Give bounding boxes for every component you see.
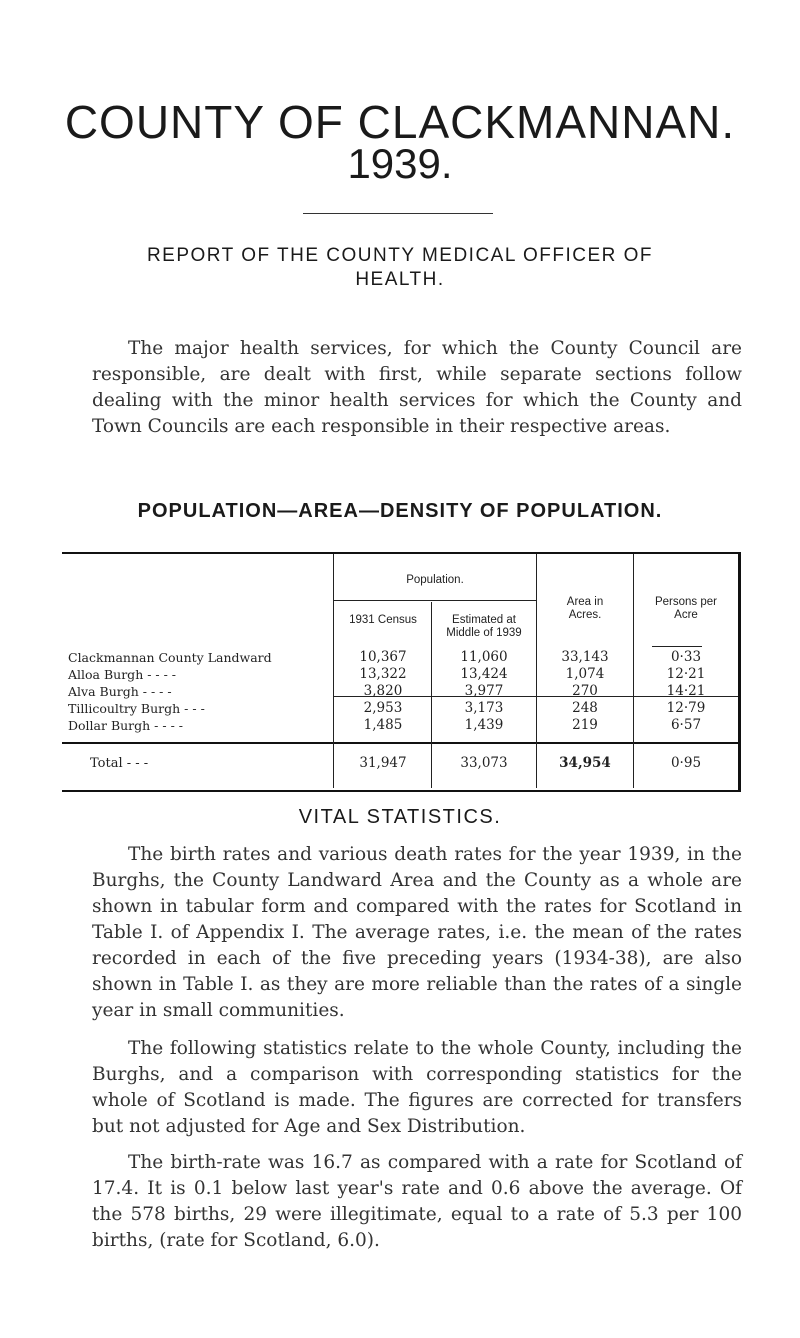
row-density: 6·57 <box>670 717 702 733</box>
header-estimated-line1: Estimated at <box>452 614 516 626</box>
row-estimated: 3,977 <box>464 683 504 699</box>
total-area: 34,954 <box>559 755 611 771</box>
row-estimated: 3,173 <box>464 700 504 716</box>
vital-statistics-heading: VITAL STATISTICS. <box>298 806 502 828</box>
row-name: Tillicoultry Burgh - - - <box>68 701 205 716</box>
row-density: 12·21 <box>666 666 706 682</box>
header-density <box>634 596 738 622</box>
row-density: 14·21 <box>666 683 706 699</box>
row-census: 2,953 <box>363 700 403 716</box>
row-name: Dollar Burgh - - - - <box>68 718 183 733</box>
title-divider <box>303 213 493 214</box>
row-census: 1,485 <box>363 717 403 733</box>
vital-paragraph-3: The birth-rate was 16.7 as compared with a rate for Scotland of 17.4. It is 0.1 below last year's rate and 0.6 above the average. Of the 578 births, 29 were illegitimate, equal to a rate of 5.3 per 100 births, (rate for Scotland, 6.0). <box>92 1152 742 1251</box>
row-census: 3,820 <box>363 683 403 699</box>
row-area: 270 <box>572 683 598 699</box>
total-estimated: 33,073 <box>460 755 508 771</box>
report-title-line2: HEALTH. <box>355 269 445 290</box>
density-rule <box>652 646 702 647</box>
report-title <box>0 244 800 292</box>
header-area <box>537 596 633 622</box>
header-estimated <box>432 614 536 640</box>
intro-paragraph: The major health services, for which the County Council are responsible, are dealt with first, while separate sections follow dealing with the minor health services for which the County and Town Councils are each responsible in their respective areas. <box>92 338 742 437</box>
population-heading: POPULATION—AREA—DENSITY OF POPULATION. <box>137 500 663 522</box>
header-area-line2: Acres. <box>568 609 602 621</box>
row-estimated: 13,424 <box>460 666 508 682</box>
row-area: 248 <box>572 700 598 716</box>
table-rule <box>334 600 536 601</box>
report-title-line1: REPORT OF THE COUNTY MEDICAL OFFICER OF <box>146 245 654 266</box>
row-estimated: 11,060 <box>460 649 508 665</box>
total-census: 31,947 <box>359 755 407 771</box>
vital-paragraph-2: The following statistics relate to the whole County, including the Burghs, and a comparison with corresponding statistics for the whole of Scotland is made. The figures are corrected for transfers but not adjusted for Age and Sex Distribution. <box>92 1038 742 1137</box>
row-census: 10,367 <box>359 649 407 665</box>
header-density-line2: Acre <box>674 609 698 621</box>
header-estimated-line2: Middle of 1939 <box>446 627 522 639</box>
document-year: 1939. <box>347 140 453 187</box>
header-population: Population. <box>406 574 464 586</box>
row-name: Clackmannan County Landward <box>68 650 272 665</box>
row-estimated: 1,439 <box>464 717 504 733</box>
header-density-line1: Persons per <box>654 596 717 608</box>
row-census: 13,322 <box>359 666 407 682</box>
row-area: 33,143 <box>561 649 609 665</box>
row-area: 219 <box>572 717 598 733</box>
row-name: Alva Burgh - - - - <box>68 684 172 699</box>
population-table <box>62 552 741 744</box>
row-density: 0·33 <box>670 649 702 665</box>
row-density: 12·79 <box>666 700 706 716</box>
document-title: COUNTY OF CLACKMANNAN. <box>64 96 736 148</box>
row-area: 1,074 <box>565 666 605 682</box>
total-density: 0·95 <box>670 755 702 771</box>
header-area-line1: Area in <box>566 596 604 608</box>
vital-paragraph-1: The birth rates and various death rates for the year 1939, in the Burghs, the County Landward Area and the County as a whole are shown in tabular form and compared with the rates for Scotland in Table I. of Appendix I. The average rates, i.e. the mean of the rates recorded in each of the five preceding years (1934-38), are also shown in Table I. as they are more reliable than the rates of a single year in small communities. <box>92 844 742 1021</box>
header-census: 1931 Census <box>349 614 417 626</box>
population-table-total <box>62 740 741 792</box>
row-name: Alloa Burgh - - - - <box>68 667 177 682</box>
total-label: Total - - - <box>90 756 149 771</box>
